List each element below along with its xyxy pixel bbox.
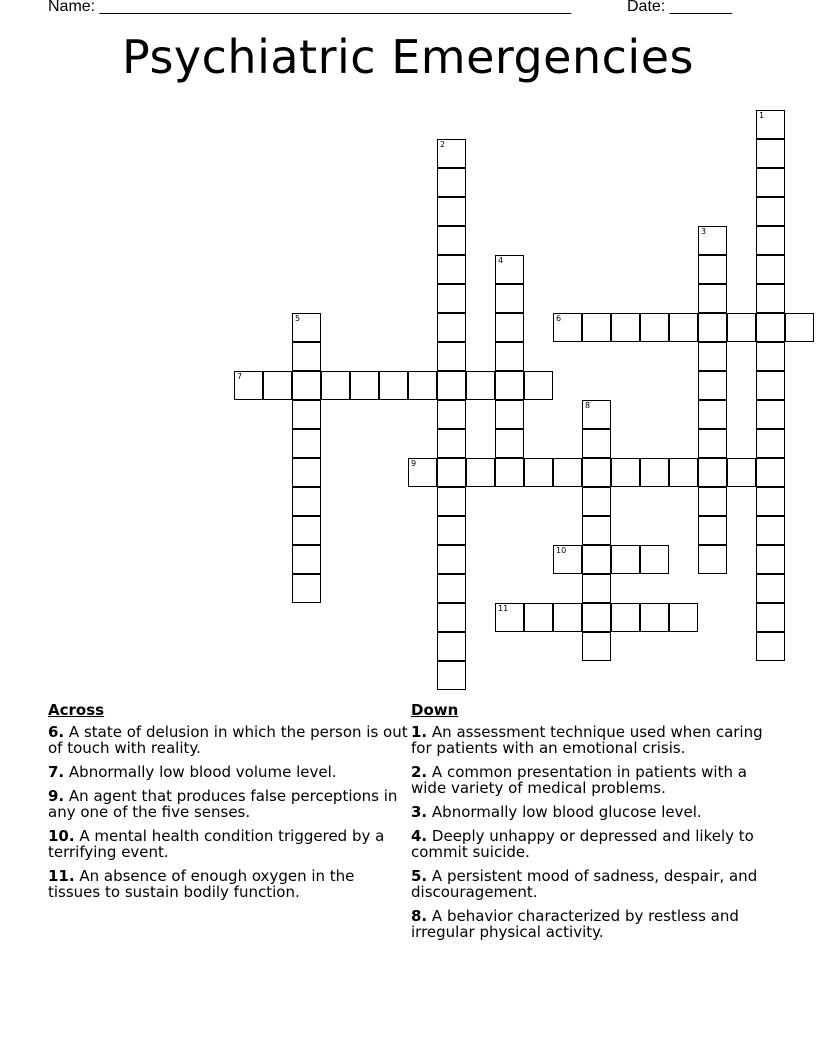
grid-cell[interactable] bbox=[437, 632, 466, 661]
clue-number-label: 6 bbox=[556, 314, 562, 323]
grid-cell[interactable] bbox=[292, 400, 321, 429]
grid-cell[interactable] bbox=[292, 429, 321, 458]
grid-cell[interactable] bbox=[756, 632, 785, 661]
grid-cell[interactable] bbox=[698, 255, 727, 284]
down-clue-3 bbox=[411, 804, 771, 820]
across-clue-11 bbox=[48, 868, 408, 900]
clue-number-label: 11 bbox=[498, 604, 509, 613]
grid-cell[interactable] bbox=[756, 429, 785, 458]
clue-number: 9. bbox=[48, 787, 65, 805]
grid-cell[interactable] bbox=[756, 255, 785, 284]
grid-cell[interactable] bbox=[582, 313, 611, 342]
grid-cell[interactable] bbox=[698, 371, 727, 400]
grid-cell[interactable] bbox=[437, 458, 466, 487]
grid-cell[interactable] bbox=[582, 516, 611, 545]
grid-cell[interactable] bbox=[582, 632, 611, 661]
down-clues bbox=[411, 700, 771, 948]
grid-cell[interactable] bbox=[292, 487, 321, 516]
grid-cell[interactable] bbox=[437, 400, 466, 429]
clue-number-label: 10 bbox=[556, 546, 567, 555]
clue-text: An absence of enough oxygen in the tissues to sustain bodily function. bbox=[48, 867, 355, 901]
grid-cell[interactable] bbox=[756, 574, 785, 603]
grid-cell[interactable] bbox=[785, 313, 814, 342]
clue-number: 3. bbox=[411, 803, 428, 821]
grid-cell[interactable] bbox=[553, 545, 582, 574]
grid-cell[interactable] bbox=[669, 313, 698, 342]
clue-number-label: 3 bbox=[701, 227, 707, 236]
grid-cell[interactable] bbox=[727, 313, 756, 342]
grid-cell[interactable] bbox=[437, 661, 466, 690]
grid-cell[interactable] bbox=[698, 400, 727, 429]
across-clue-6 bbox=[48, 724, 408, 756]
page-title: Psychiatric Emergencies bbox=[122, 30, 694, 84]
clue-number: 11. bbox=[48, 867, 75, 885]
across-clue-9 bbox=[48, 788, 408, 820]
grid-cell[interactable] bbox=[437, 313, 466, 342]
grid-cell[interactable] bbox=[756, 313, 785, 342]
grid-cell[interactable] bbox=[524, 603, 553, 632]
grid-cell[interactable] bbox=[292, 342, 321, 371]
grid-cell[interactable] bbox=[640, 313, 669, 342]
grid-cell[interactable] bbox=[437, 516, 466, 545]
grid-cell[interactable] bbox=[292, 313, 321, 342]
grid-cell[interactable] bbox=[640, 603, 669, 632]
grid-cell[interactable] bbox=[698, 313, 727, 342]
grid-cell[interactable] bbox=[756, 400, 785, 429]
grid-cell[interactable] bbox=[611, 458, 640, 487]
grid-cell[interactable] bbox=[756, 603, 785, 632]
grid-cell[interactable] bbox=[379, 371, 408, 400]
clue-number-label: 2 bbox=[440, 140, 446, 149]
grid-cell[interactable] bbox=[292, 545, 321, 574]
grid-cell[interactable] bbox=[466, 458, 495, 487]
clue-number: 10. bbox=[48, 827, 75, 845]
clue-number: 6. bbox=[48, 723, 65, 741]
grid-cell[interactable] bbox=[553, 313, 582, 342]
grid-cell[interactable] bbox=[292, 371, 321, 400]
grid-cell[interactable] bbox=[756, 139, 785, 168]
grid-cell[interactable] bbox=[321, 371, 350, 400]
grid-cell[interactable] bbox=[582, 458, 611, 487]
clue-number: 5. bbox=[411, 867, 428, 885]
clue-number-label: 9 bbox=[411, 459, 417, 468]
grid-cell[interactable] bbox=[437, 429, 466, 458]
grid-cell[interactable] bbox=[698, 487, 727, 516]
grid-cell[interactable] bbox=[495, 400, 524, 429]
clue-text: Abnormally low blood glucose level. bbox=[431, 803, 702, 821]
clue-text: A common presentation in patients with a wide variety of medical problems. bbox=[411, 763, 747, 797]
grid-cell[interactable] bbox=[698, 226, 727, 255]
clue-text: A state of delusion in which the person is out of touch with reality. bbox=[48, 723, 408, 757]
clue-number: 7. bbox=[48, 763, 65, 781]
grid-cell[interactable] bbox=[582, 574, 611, 603]
clue-text: A behavior characterized by restless and irregular physical activity. bbox=[411, 907, 739, 941]
grid-cell[interactable] bbox=[698, 545, 727, 574]
grid-cell[interactable] bbox=[495, 429, 524, 458]
clue-text: A persistent mood of sadness, despair, and discouragement. bbox=[411, 867, 758, 901]
grid-cell[interactable] bbox=[437, 342, 466, 371]
grid-cell[interactable] bbox=[495, 284, 524, 313]
grid-cell[interactable] bbox=[611, 545, 640, 574]
grid-cell[interactable] bbox=[756, 371, 785, 400]
grid-cell[interactable] bbox=[756, 545, 785, 574]
clue-number-label: 4 bbox=[498, 256, 504, 265]
date-field[interactable]: Date: _______ bbox=[627, 0, 732, 15]
grid-cell[interactable] bbox=[350, 371, 379, 400]
grid-cell[interactable] bbox=[437, 603, 466, 632]
name-field[interactable]: Name: _____________________________________________________ bbox=[48, 0, 572, 15]
grid-cell[interactable] bbox=[756, 487, 785, 516]
grid-cell[interactable] bbox=[698, 429, 727, 458]
grid-cell[interactable] bbox=[756, 516, 785, 545]
grid-cell[interactable] bbox=[437, 226, 466, 255]
grid-cell[interactable] bbox=[698, 458, 727, 487]
clue-number: 2. bbox=[411, 763, 428, 781]
across-heading: Across bbox=[48, 701, 105, 719]
clue-number: 4. bbox=[411, 827, 428, 845]
grid-cell[interactable] bbox=[553, 603, 582, 632]
grid-cell[interactable] bbox=[698, 284, 727, 313]
grid-cell[interactable] bbox=[640, 545, 669, 574]
grid-cell[interactable] bbox=[611, 603, 640, 632]
grid-cell[interactable] bbox=[408, 458, 437, 487]
grid-cell[interactable] bbox=[437, 284, 466, 313]
grid-cell[interactable] bbox=[292, 516, 321, 545]
grid-cell[interactable] bbox=[756, 168, 785, 197]
down-clue-8 bbox=[411, 908, 771, 940]
grid-cell[interactable] bbox=[437, 574, 466, 603]
down-clue-4 bbox=[411, 828, 771, 860]
clue-text: Abnormally low blood volume level. bbox=[68, 763, 337, 781]
grid-cell[interactable] bbox=[495, 342, 524, 371]
grid-cell[interactable] bbox=[669, 458, 698, 487]
clue-number: 8. bbox=[411, 907, 428, 925]
grid-cell[interactable] bbox=[611, 313, 640, 342]
grid-cell[interactable] bbox=[437, 487, 466, 516]
grid-cell[interactable] bbox=[292, 458, 321, 487]
grid-cell[interactable] bbox=[756, 342, 785, 371]
clue-number-label: 8 bbox=[585, 401, 591, 410]
grid-cell[interactable] bbox=[756, 110, 785, 139]
grid-cell[interactable] bbox=[582, 487, 611, 516]
grid-cell[interactable] bbox=[582, 429, 611, 458]
clue-number: 1. bbox=[411, 723, 428, 741]
grid-cell[interactable] bbox=[727, 458, 756, 487]
grid-cell[interactable] bbox=[640, 458, 669, 487]
clue-number-label: 7 bbox=[237, 372, 243, 381]
down-heading: Down bbox=[411, 701, 459, 719]
grid-cell[interactable] bbox=[582, 545, 611, 574]
grid-cell[interactable] bbox=[495, 371, 524, 400]
grid-cell[interactable] bbox=[437, 255, 466, 284]
clue-text: Deeply unhappy or depressed and likely to commit suicide. bbox=[411, 827, 754, 861]
grid-cell[interactable] bbox=[437, 371, 466, 400]
grid-cell[interactable] bbox=[582, 400, 611, 429]
grid-cell[interactable] bbox=[437, 197, 466, 226]
grid-cell[interactable] bbox=[698, 516, 727, 545]
across-clue-10 bbox=[48, 828, 408, 860]
grid-cell[interactable] bbox=[756, 197, 785, 226]
clue-text: An assessment technique used when caring for patients with an emotional crisis. bbox=[411, 723, 763, 757]
grid-cell[interactable] bbox=[582, 603, 611, 632]
grid-cell[interactable] bbox=[408, 371, 437, 400]
down-clue-2 bbox=[411, 764, 771, 796]
grid-cell[interactable] bbox=[669, 603, 698, 632]
down-clue-1 bbox=[411, 724, 771, 756]
clue-number-label: 1 bbox=[759, 111, 765, 120]
clue-number-label: 5 bbox=[295, 314, 301, 323]
grid-cell[interactable] bbox=[292, 574, 321, 603]
down-clue-5 bbox=[411, 868, 771, 900]
grid-cell[interactable] bbox=[495, 603, 524, 632]
clue-text: A mental health condition triggered by a terrifying event. bbox=[48, 827, 385, 861]
grid-cell[interactable] bbox=[756, 284, 785, 313]
grid-cell[interactable] bbox=[437, 545, 466, 574]
grid-cell[interactable] bbox=[553, 458, 582, 487]
across-clue-7 bbox=[48, 764, 408, 780]
grid-cell[interactable] bbox=[234, 371, 263, 400]
grid-cell[interactable] bbox=[437, 168, 466, 197]
clue-text: An agent that produces false perceptions in any one of the five senses. bbox=[48, 787, 398, 821]
grid-cell[interactable] bbox=[698, 342, 727, 371]
grid-cell[interactable] bbox=[495, 458, 524, 487]
grid-cell[interactable] bbox=[524, 458, 553, 487]
grid-cell[interactable] bbox=[466, 371, 495, 400]
grid-cell[interactable] bbox=[437, 139, 466, 168]
grid-cell[interactable] bbox=[495, 313, 524, 342]
grid-cell[interactable] bbox=[524, 371, 553, 400]
grid-cell[interactable] bbox=[495, 255, 524, 284]
grid-cell[interactable] bbox=[263, 371, 292, 400]
across-clues bbox=[48, 700, 408, 908]
grid-cell[interactable] bbox=[756, 458, 785, 487]
grid-cell[interactable] bbox=[756, 226, 785, 255]
